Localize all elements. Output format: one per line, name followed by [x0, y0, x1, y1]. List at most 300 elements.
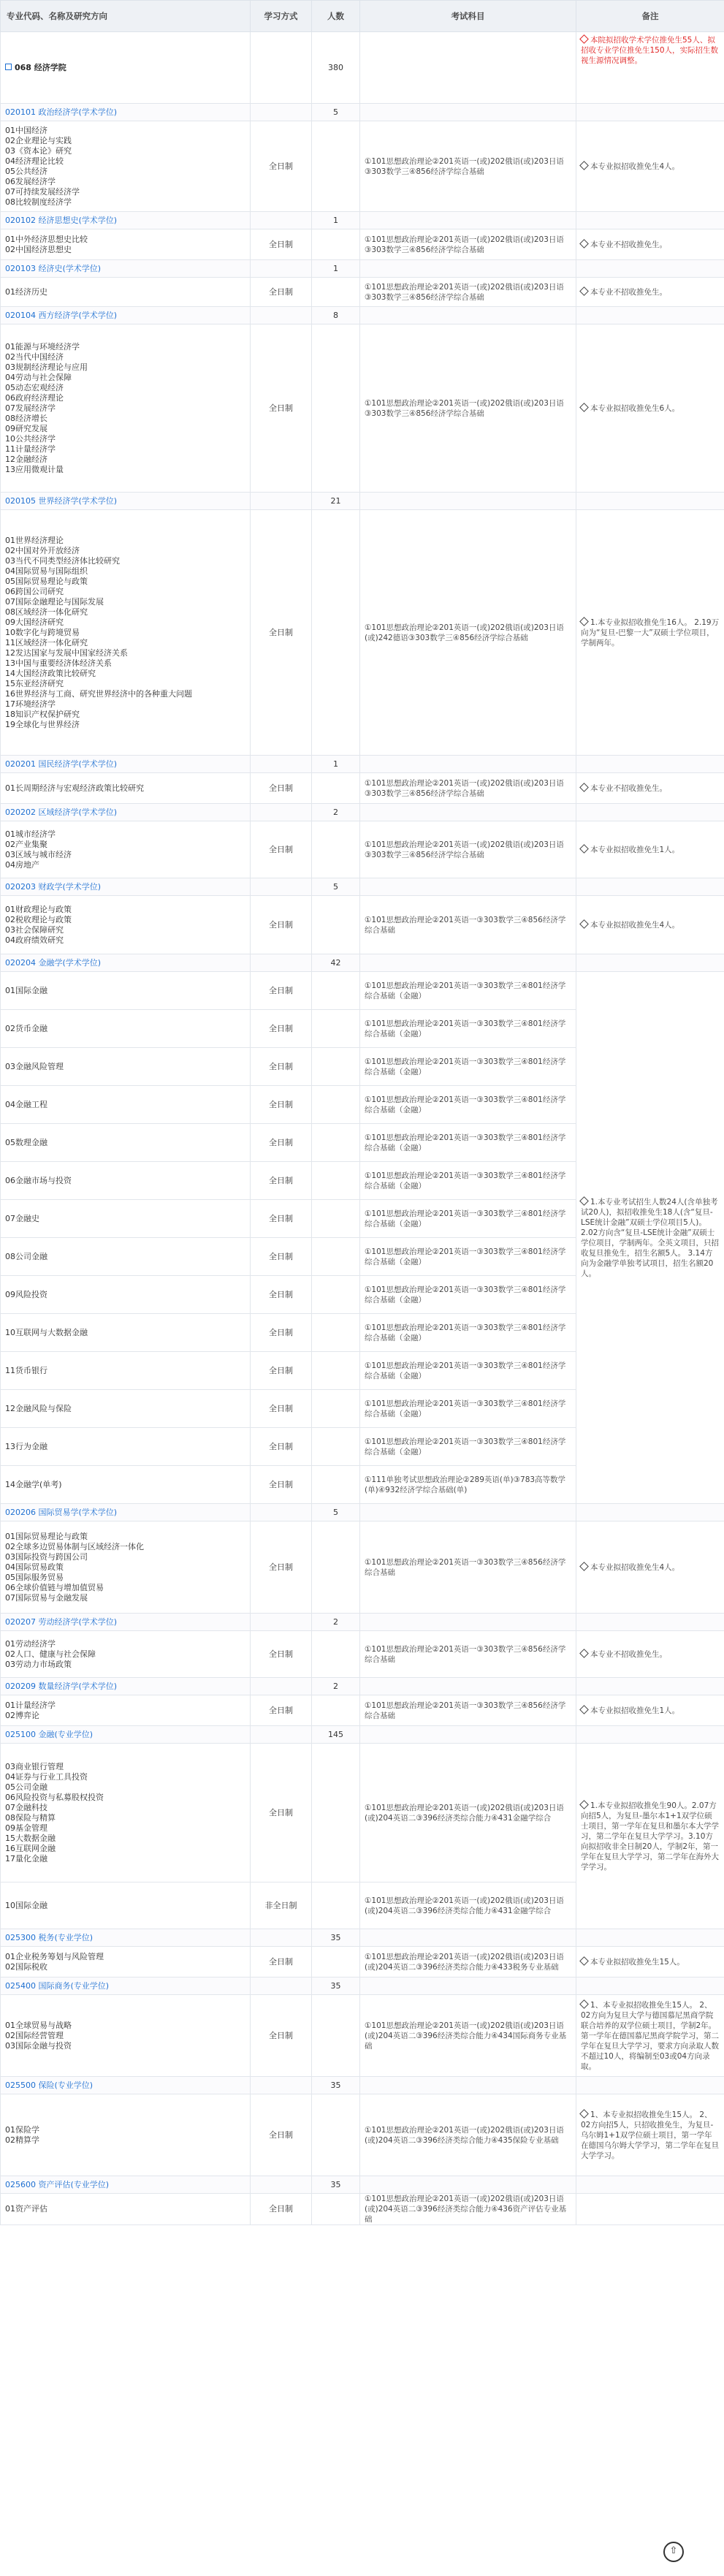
- study-mode: 全日制: [251, 1162, 312, 1200]
- direction-item: 09大国经济研究: [5, 617, 64, 627]
- major-count: 1: [312, 260, 360, 278]
- direction-item: 02中国对外开放经济: [5, 545, 80, 555]
- study-mode: 全日制: [251, 510, 312, 756]
- major-header-row: [1, 1726, 724, 1744]
- tag-icon: [579, 1562, 589, 1571]
- direction-item: 05公司金融: [5, 1782, 47, 1792]
- major-code[interactable]: 020201: [5, 759, 36, 769]
- major-title[interactable]: [1, 2077, 251, 2094]
- direction-item: 01国际贸易理论与政策: [5, 1531, 88, 1541]
- study-mode: 全日制: [251, 1428, 312, 1466]
- major-count: 2: [312, 1678, 360, 1695]
- direction-row: [1, 821, 724, 878]
- major-count: 2: [312, 804, 360, 821]
- major-title[interactable]: [1, 212, 251, 229]
- study-mode: 全日制: [251, 324, 312, 493]
- direction-item: 07发展经济学: [5, 403, 56, 413]
- direction-item: 08经济增长: [5, 413, 47, 423]
- major-header-row: [1, 104, 724, 121]
- major-header-row: [1, 756, 724, 773]
- major-title[interactable]: [1, 307, 251, 324]
- major-title[interactable]: [1, 493, 251, 510]
- direction-item: 02当代中国经济: [5, 352, 64, 362]
- major-header-row: [1, 1929, 724, 1947]
- major-header-row: [1, 212, 724, 229]
- direction-item: 04金融工程: [5, 1099, 47, 1109]
- direction-row: [1, 773, 724, 804]
- major-count: 1: [312, 756, 360, 773]
- exam-subjects: ①101思想政治理论②201英语一③303数学三④856经济学综合基础: [360, 1695, 576, 1726]
- exam-subjects: ①101思想政治理论②201英语一③303数学三④801经济学综合基础（金融）: [360, 1048, 576, 1086]
- study-mode: 全日制: [251, 1314, 312, 1352]
- direction-list: [1, 510, 251, 756]
- exam-subjects: ①101思想政治理论②201英语一(或)202俄语(或)203日语(或)204英语二③396经济类综合能力④435保险专业基础: [360, 2094, 576, 2176]
- direction-row: [1, 324, 724, 493]
- major-name[interactable]: 经济史(学术学位): [38, 263, 102, 273]
- header-count: 人数: [312, 1, 360, 32]
- study-mode: 全日制: [251, 2094, 312, 2176]
- major-name[interactable]: 金融(专业学位): [38, 1729, 94, 1739]
- major-note: 本专业不招收推免生。: [576, 229, 724, 260]
- direction-list: [1, 2194, 251, 2225]
- direction-item: 02博弈论: [5, 1710, 39, 1720]
- major-note: 本专业拟招收推免生4人。: [576, 1521, 724, 1614]
- study-mode: 全日制: [251, 1352, 312, 1390]
- study-mode: 全日制: [251, 1695, 312, 1726]
- tag-icon: [579, 286, 589, 296]
- exam-subjects: ①101思想政治理论②201英语一(或)202俄语(或)203日语(或)242德语③303数学三④856经济学综合基础: [360, 510, 576, 756]
- direction-item: 01劳动经济学: [5, 1638, 56, 1649]
- major-code[interactable]: 025600: [5, 2179, 36, 2189]
- major-count: 5: [312, 1504, 360, 1521]
- exam-subjects: ①101思想政治理论②201英语一(或)202俄语(或)203日语(或)204英语二③396经济类综合能力④433税务专业基础: [360, 1947, 576, 1977]
- direction-item: 01长周期经济与宏观经济政策比较研究: [5, 783, 144, 793]
- direction-item: 03金融风险管理: [5, 1061, 64, 1071]
- study-mode: 全日制: [251, 1124, 312, 1162]
- tag-icon: [579, 161, 589, 170]
- study-mode: 全日制: [251, 1010, 312, 1048]
- direction-item: 05动态宏观经济: [5, 382, 64, 392]
- exam-subjects: ①101思想政治理论②201英语一(或)202俄语(或)203日语③303数学三④856经济学综合基础: [360, 229, 576, 260]
- direction-item: 02货币金融: [5, 1023, 47, 1033]
- direction-item: 08区域经济一体化研究: [5, 607, 88, 617]
- direction-item: 02精算学: [5, 2135, 39, 2145]
- direction-item: 02税收理论与政策: [5, 914, 72, 924]
- major-count: 5: [312, 104, 360, 121]
- major-title[interactable]: [1, 1726, 251, 1744]
- major-code[interactable]: 020103: [5, 263, 36, 273]
- major-count: 35: [312, 2077, 360, 2094]
- major-title[interactable]: [1, 1929, 251, 1947]
- direction-list: [1, 1010, 251, 1048]
- study-mode: 全日制: [251, 1086, 312, 1124]
- major-header-row: [1, 2077, 724, 2094]
- major-title[interactable]: [1, 2176, 251, 2194]
- direction-list: [1, 1238, 251, 1276]
- direction-list: [1, 1521, 251, 1614]
- major-header-row: [1, 2176, 724, 2194]
- direction-row: [1, 2194, 724, 2225]
- major-name[interactable]: 国际商务(专业学位): [38, 1980, 110, 1991]
- direction-item: 04国际贸易政策: [5, 1562, 64, 1572]
- study-mode: 全日制: [251, 1947, 312, 1977]
- major-code[interactable]: 020203: [5, 881, 36, 892]
- college-row: [1, 32, 724, 104]
- major-code[interactable]: 025300: [5, 1932, 36, 1942]
- direction-item: 14金融学(单考): [5, 1479, 62, 1489]
- study-mode: 全日制: [251, 1744, 312, 1882]
- major-code[interactable]: 025500: [5, 2080, 36, 2090]
- header-subjects: 考试科目: [360, 1, 576, 32]
- direction-item: 01能源与环境经济学: [5, 341, 80, 352]
- major-note: 本专业拟招收推免生4人。: [576, 896, 724, 954]
- direction-list: [1, 1947, 251, 1977]
- direction-item: 01全球贸易与战略: [5, 2020, 72, 2030]
- direction-item: 15东亚经济研究: [5, 678, 64, 688]
- major-note: 1、本专业拟招收推免生15人。 2、02方向为复旦大学与德国慕尼黑商学院联合培养的双学位硕士项目，学制2年。第一学年在德国慕尼黑商学院学习，第二学年在复旦大学学习，要求方向录取人数不超过10人，将编制至03或04方向录取。: [576, 1995, 724, 2077]
- major-name[interactable]: 保险(专业学位): [38, 2080, 94, 2090]
- exam-subjects: ①101思想政治理论②201英语一(或)202俄语(或)203日语(或)204英语二③396经济类综合能力④434国际商务专业基础: [360, 1995, 576, 2077]
- major-code[interactable]: 025400: [5, 1980, 36, 1991]
- exam-subjects: ①101思想政治理论②201英语一③303数学三④801经济学综合基础（金融）: [360, 1200, 576, 1238]
- major-note: 本专业不招收推免生。: [576, 278, 724, 307]
- direction-row: [1, 896, 724, 954]
- direction-item: 06金融市场与投资: [5, 1175, 72, 1185]
- direction-item: 02人口、健康与社会保障: [5, 1649, 96, 1659]
- major-code[interactable]: 020207: [5, 1616, 36, 1627]
- direction-item: 07国际金融理论与国际发展: [5, 596, 104, 607]
- major-name[interactable]: 数量经济学(学术学位): [38, 1681, 118, 1691]
- header-major: 专业代码、名称及研究方向: [1, 1, 251, 32]
- study-mode: 全日制: [251, 821, 312, 878]
- major-note: 本专业不招收推免生。: [576, 773, 724, 804]
- direction-item: 06风险投资与私募股权投资: [5, 1792, 104, 1802]
- exam-subjects: ①101思想政治理论②201英语一③303数学三④801经济学综合基础（金融）: [360, 1390, 576, 1428]
- direction-item: 03商业银行管理: [5, 1761, 64, 1771]
- direction-item: 06政府经济理论: [5, 392, 64, 403]
- direction-row: [1, 510, 724, 756]
- major-name[interactable]: 西方经济学(学术学位): [38, 310, 118, 320]
- major-code[interactable]: 020206: [5, 1507, 36, 1517]
- tag-icon: [579, 844, 589, 854]
- exam-subjects: ①101思想政治理论②201英语一③303数学三④856经济学综合基础: [360, 1631, 576, 1678]
- direction-item: 05国际贸易理论与政策: [5, 576, 88, 586]
- direction-item: 08比较制度经济学: [5, 197, 72, 207]
- major-title[interactable]: [1, 104, 251, 121]
- direction-item: 10国际金融: [5, 1900, 47, 1910]
- direction-item: 03区域与城市经济: [5, 849, 72, 859]
- major-code[interactable]: 020209: [5, 1681, 36, 1691]
- direction-item: 07金融史: [5, 1213, 39, 1223]
- major-title[interactable]: [1, 1678, 251, 1695]
- tag-icon: [579, 239, 589, 248]
- major-name[interactable]: 金融学(学术学位): [38, 957, 102, 968]
- major-code[interactable]: 020202: [5, 807, 36, 817]
- major-title[interactable]: [1, 756, 251, 773]
- direction-item: 05国际服务贸易: [5, 1572, 64, 1582]
- exam-subjects: ①101思想政治理论②201英语一③303数学三④801经济学综合基础（金融）: [360, 972, 576, 1010]
- direction-item: 03当代不同类型经济体比较研究: [5, 555, 120, 566]
- study-mode: 全日制: [251, 972, 312, 1010]
- direction-item: 11货币银行: [5, 1365, 47, 1375]
- exam-subjects: ①101思想政治理论②201英语一(或)202俄语(或)203日语(或)204英语二③396经济类综合能力④431金融学综合: [360, 1744, 576, 1882]
- direction-item: 06全球价值链与增加值贸易: [5, 1582, 104, 1592]
- exam-subjects: ①101思想政治理论②201英语一(或)202俄语(或)203日语③303数学三④856经济学综合基础: [360, 773, 576, 804]
- major-header-row: [1, 260, 724, 278]
- direction-item: 19全球化与世界经济: [5, 719, 80, 729]
- exam-subjects: ①101思想政治理论②201英语一③303数学三④856经济学综合基础: [360, 896, 576, 954]
- direction-list: [1, 1200, 251, 1238]
- direction-item: 08保险与精算: [5, 1812, 56, 1823]
- major-title[interactable]: [1, 878, 251, 896]
- direction-item: 09研究发展: [5, 423, 47, 433]
- major-code[interactable]: 020101: [5, 107, 36, 117]
- major-count: 42: [312, 954, 360, 972]
- direction-list: [1, 1882, 251, 1929]
- direction-item: 01中外经济思想史比较: [5, 234, 88, 244]
- major-name[interactable]: 国民经济学(学术学位): [38, 759, 118, 769]
- major-code[interactable]: 020105: [5, 495, 36, 506]
- study-mode: 全日制: [251, 1238, 312, 1276]
- direction-row: [1, 2094, 724, 2176]
- direction-item: 07可持续发展经济学: [5, 186, 80, 197]
- header-mode: 学习方式: [251, 1, 312, 32]
- major-name[interactable]: 财政学(学术学位): [38, 881, 102, 892]
- study-mode: 非全日制: [251, 1882, 312, 1929]
- direction-list: [1, 1466, 251, 1504]
- major-header-row: [1, 307, 724, 324]
- direction-item: 04劳动与社会保障: [5, 372, 72, 382]
- major-title[interactable]: [1, 804, 251, 821]
- direction-item: 08公司金融: [5, 1251, 47, 1261]
- direction-item: 01企业税务筹划与风险管理: [5, 1951, 104, 1961]
- major-name[interactable]: 劳动经济学(学术学位): [38, 1616, 118, 1627]
- direction-list: [1, 896, 251, 954]
- direction-item: 01资产评估: [5, 2204, 47, 2214]
- direction-item: 17量化金融: [5, 1853, 47, 1863]
- major-name[interactable]: 世界经济学(学术学位): [38, 495, 118, 506]
- direction-row: [1, 1947, 724, 1977]
- tag-icon: [579, 34, 589, 44]
- direction-row: [1, 229, 724, 260]
- direction-list: [1, 773, 251, 804]
- major-name[interactable]: 区域经济学(学术学位): [38, 807, 118, 817]
- direction-item: 04证券与行业工具投资: [5, 1771, 88, 1782]
- direction-row: [1, 972, 724, 1010]
- direction-item: 02中国经济思想史: [5, 244, 72, 254]
- major-header-row: [1, 1614, 724, 1631]
- major-note: 本专业拟招收推免生4人。: [576, 121, 724, 212]
- major-count: 35: [312, 1929, 360, 1947]
- exam-subjects: ①101思想政治理论②201英语一③303数学三④856经济学综合基础: [360, 1521, 576, 1614]
- study-mode: 全日制: [251, 1048, 312, 1086]
- direction-list: [1, 121, 251, 212]
- scroll-top-icon[interactable]: ⇧: [663, 2542, 684, 2562]
- direction-list: [1, 1390, 251, 1428]
- direction-item: 01财政理论与政策: [5, 904, 72, 914]
- direction-item: 15大数据金融: [5, 1833, 56, 1843]
- major-title[interactable]: [1, 1614, 251, 1631]
- direction-item: 13行为金融: [5, 1441, 47, 1451]
- major-name[interactable]: 资产评估(专业学位): [38, 2179, 110, 2189]
- direction-row: [1, 121, 724, 212]
- major-header-row: [1, 1678, 724, 1695]
- study-mode: 全日制: [251, 278, 312, 307]
- exam-subjects: ①101思想政治理论②201英语一③303数学三④801经济学综合基础（金融）: [360, 1124, 576, 1162]
- direction-list: [1, 1428, 251, 1466]
- exam-subjects: ①101思想政治理论②201英语一③303数学三④801经济学综合基础（金融）: [360, 1428, 576, 1466]
- major-count: 35: [312, 2176, 360, 2194]
- table-header: [1, 1, 724, 32]
- major-name[interactable]: 税务(专业学位): [38, 1932, 94, 1942]
- study-mode: 全日制: [251, 896, 312, 954]
- major-title[interactable]: [1, 260, 251, 278]
- tag-icon: [579, 1999, 589, 2009]
- tag-icon: [579, 403, 589, 412]
- tag-icon: [579, 617, 589, 626]
- direction-item: 06跨国公司研究: [5, 586, 64, 596]
- direction-item: 12金融经济: [5, 454, 47, 464]
- tag-icon: [579, 783, 589, 792]
- exam-subjects: ①111单独考试思想政治理论②289英语(单)③783高等数学(单)④932经济学综合基础(单): [360, 1466, 576, 1504]
- direction-list: [1, 324, 251, 493]
- direction-item: 04政府绩效研究: [5, 935, 64, 945]
- major-title[interactable]: [1, 1977, 251, 1995]
- major-code[interactable]: 020102: [5, 215, 36, 225]
- direction-item: 04国际贸易与国际组织: [5, 566, 88, 576]
- exam-subjects: ①101思想政治理论②201英语一③303数学三④801经济学综合基础（金融）: [360, 1352, 576, 1390]
- major-name[interactable]: 政治经济学(学术学位): [38, 107, 118, 117]
- major-count: 5: [312, 878, 360, 896]
- exam-subjects: ①101思想政治理论②201英语一③303数学三④801经济学综合基础（金融）: [360, 1162, 576, 1200]
- study-mode: 全日制: [251, 1995, 312, 2077]
- direction-item: 10数字化与跨境贸易: [5, 627, 80, 637]
- major-note: 1.本专业拟招收推免生16人。 2.19万向为“复旦-巴黎一大”双硕士学位项目，学制两年。: [576, 510, 724, 756]
- direction-item: 02全球多边贸易体制与区域经济一体化: [5, 1541, 144, 1551]
- exam-subjects: ①101思想政治理论②201英语一③303数学三④801经济学综合基础（金融）: [360, 1276, 576, 1314]
- direction-item: 03国际金融与投资: [5, 2040, 72, 2051]
- major-title[interactable]: [1, 1504, 251, 1521]
- major-code[interactable]: 020204: [5, 957, 36, 968]
- direction-item: 01中国经济: [5, 125, 47, 135]
- direction-list: [1, 1162, 251, 1200]
- direction-item: 02产业集聚: [5, 839, 47, 849]
- direction-item: 05数理金融: [5, 1137, 47, 1147]
- exam-subjects: ①101思想政治理论②201英语一(或)202俄语(或)203日语③303数学三④856经济学综合基础: [360, 324, 576, 493]
- exam-subjects: ①101思想政治理论②201英语一(或)202俄语(或)203日语③303数学三④856经济学综合基础: [360, 278, 576, 307]
- direction-list: [1, 1695, 251, 1726]
- direction-list: [1, 229, 251, 260]
- direction-list: [1, 1995, 251, 2077]
- exam-subjects: ①101思想政治理论②201英语一(或)202俄语(或)203日语(或)204英语二③396经济类综合能力④436资产评估专业基础: [360, 2194, 576, 2225]
- direction-item: 01世界经济理论: [5, 535, 64, 545]
- direction-item: 09风险投资: [5, 1289, 47, 1299]
- direction-row: [1, 1521, 724, 1614]
- direction-item: 04房地产: [5, 859, 39, 870]
- major-note: 1.本专业考试招生人数24人(含单独考试20人)，拟招收推免生18人(含“复旦-LSE统计金融”双硕士学位项目5人)。 2.02方向含“复旦-LSE统计金融”双硕士学位项目，学制两年。全英文项目，只招收复旦推免生，招生名额5人。 3.14方向为金融学单独考试项目，招生名额20人。: [576, 972, 724, 1504]
- folder-icon: [5, 64, 12, 70]
- major-count: 35: [312, 1977, 360, 1995]
- direction-row: [1, 278, 724, 307]
- major-code[interactable]: 025100: [5, 1729, 36, 1739]
- direction-list: [1, 1744, 251, 1882]
- major-count: 8: [312, 307, 360, 324]
- direction-item: 12金融风险与保险: [5, 1403, 72, 1413]
- exam-subjects: ①101思想政治理论②201英语一③303数学三④801经济学综合基础（金融）: [360, 1314, 576, 1352]
- direction-item: 01计量经济学: [5, 1700, 56, 1710]
- direction-item: 17环境经济学: [5, 699, 56, 709]
- study-mode: 全日制: [251, 1466, 312, 1504]
- major-header-row: [1, 878, 724, 896]
- major-name[interactable]: 经济思想史(学术学位): [38, 215, 118, 225]
- direction-row: [1, 1744, 724, 1882]
- direction-item: 16世界经济与工商、研究世界经济中的各种重大问题: [5, 688, 192, 699]
- direction-item: 05公共经济: [5, 166, 47, 176]
- tag-icon: [579, 1196, 589, 1206]
- direction-row: [1, 1695, 724, 1726]
- direction-item: 16互联网金融: [5, 1843, 56, 1853]
- exam-subjects: ①101思想政治理论②201英语一③303数学三④801经济学综合基础（金融）: [360, 1010, 576, 1048]
- direction-item: 12发达国家与发展中国家经济关系: [5, 647, 128, 658]
- direction-item: 11计量经济学: [5, 444, 56, 454]
- direction-list: [1, 1352, 251, 1390]
- major-note: 1、本专业拟招收推免生15人。 2、02方向招5人，只招收推免生，为复旦-乌尔姆1+1双学位硕士项目，第一学年在德国乌尔姆大学学习，第二学年在复旦大学学习。: [576, 2094, 724, 2176]
- direction-item: 03社会保障研究: [5, 924, 64, 935]
- direction-row: [1, 1995, 724, 2077]
- major-header-row: [1, 804, 724, 821]
- tag-icon: [579, 1956, 589, 1966]
- header-notes: 备注: [576, 1, 724, 32]
- direction-item: 10互联网与大数据金融: [5, 1327, 88, 1337]
- exam-subjects: ①101思想政治理论②201英语一③303数学三④801经济学综合基础（金融）: [360, 1086, 576, 1124]
- major-count: 21: [312, 493, 360, 510]
- direction-list: [1, 1124, 251, 1162]
- direction-list: [1, 278, 251, 307]
- direction-list: [1, 1086, 251, 1124]
- direction-item: 07金融科技: [5, 1802, 47, 1812]
- exam-subjects: ①101思想政治理论②201英语一(或)202俄语(或)203日语(或)204英语二③396经济类综合能力④431金融学综合: [360, 1882, 576, 1929]
- direction-item: 04经济理论比较: [5, 156, 64, 166]
- major-note: 本专业拟招收推免生15人。: [576, 1947, 724, 1977]
- major-code[interactable]: 020104: [5, 310, 36, 320]
- study-mode: 全日制: [251, 2194, 312, 2225]
- major-count: 1: [312, 212, 360, 229]
- major-note: 本专业不招收推免生。: [576, 1631, 724, 1678]
- direction-item: 13中国与重要经济体经济关系: [5, 658, 112, 668]
- direction-row: [1, 1631, 724, 1678]
- major-note: 本专业拟招收推免生1人。: [576, 821, 724, 878]
- direction-list: [1, 1276, 251, 1314]
- direction-item: 03规制经济理论与应用: [5, 362, 88, 372]
- study-mode: 全日制: [251, 1521, 312, 1614]
- direction-item: 02企业理论与实践: [5, 135, 72, 145]
- direction-item: 09基金管理: [5, 1823, 47, 1833]
- major-name[interactable]: 国际贸易学(学术学位): [38, 1507, 118, 1517]
- direction-item: 01保险学: [5, 2124, 39, 2135]
- direction-item: 14大国经济政策比较研究: [5, 668, 96, 678]
- study-mode: 全日制: [251, 773, 312, 804]
- major-header-row: [1, 493, 724, 510]
- direction-list: [1, 2094, 251, 2176]
- study-mode: 全日制: [251, 1200, 312, 1238]
- direction-item: 13应用微观计量: [5, 464, 64, 474]
- major-title[interactable]: [1, 954, 251, 972]
- direction-item: 03劳动力市场政策: [5, 1659, 72, 1669]
- study-mode: 全日制: [251, 121, 312, 212]
- college-count: 380: [312, 32, 360, 104]
- tag-icon: [579, 2109, 589, 2119]
- direction-list: [1, 821, 251, 878]
